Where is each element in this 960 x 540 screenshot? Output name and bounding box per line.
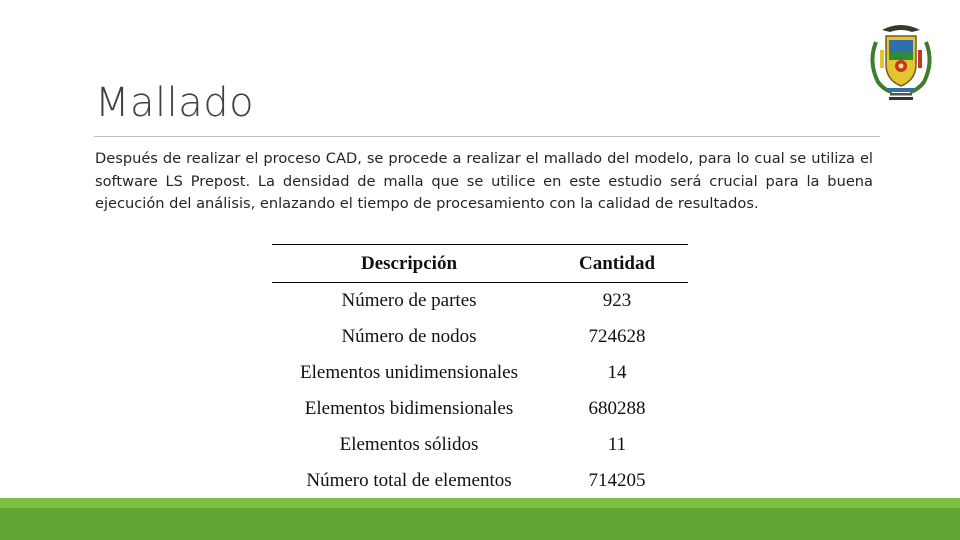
- row-quantity: 14: [607, 362, 627, 383]
- row-quantity: 680288: [588, 398, 646, 419]
- table-row: [272, 355, 688, 391]
- footer-accent-stripe: [0, 498, 960, 508]
- slide-paragraph: Después de realizar el proceso CAD, se procede a realizar el mallado del modelo, para lo cual se utiliza el software LS Prepost. La densidad de malla que se utilice en este estudio será crucial para la buena ejecución del análisis, enlazando el tiempo de procesamiento con la calidad de resultados.: [95, 150, 873, 212]
- row-quantity: 11: [607, 434, 627, 455]
- row-description: Número de nodos: [341, 326, 477, 347]
- table-row: [272, 463, 688, 500]
- table-row: [272, 391, 688, 427]
- row-description: Elementos sólidos: [339, 434, 479, 455]
- slide-title: Mallado: [95, 80, 255, 126]
- table-row: [272, 427, 688, 463]
- row-description: Elementos unidimensionales: [300, 362, 518, 383]
- table-header-row: [272, 245, 688, 283]
- crest-emblem-icon: [862, 20, 940, 102]
- row-quantity: 714205: [588, 470, 646, 491]
- table-row: [272, 319, 688, 355]
- column-header-quantity: Cantidad: [546, 245, 688, 283]
- table-row: [272, 283, 688, 320]
- row-description: Número total de elementos: [306, 470, 512, 491]
- column-header-description: Descripción: [272, 245, 546, 283]
- mesh-summary-table: [272, 244, 688, 500]
- row-quantity: 724628: [588, 326, 646, 347]
- row-description: Elementos bidimensionales: [304, 398, 514, 419]
- mesh-summary-table-container: [272, 244, 688, 500]
- row-description: Número de partes: [341, 290, 477, 311]
- title-divider: [94, 136, 880, 137]
- row-quantity: 923: [602, 290, 632, 311]
